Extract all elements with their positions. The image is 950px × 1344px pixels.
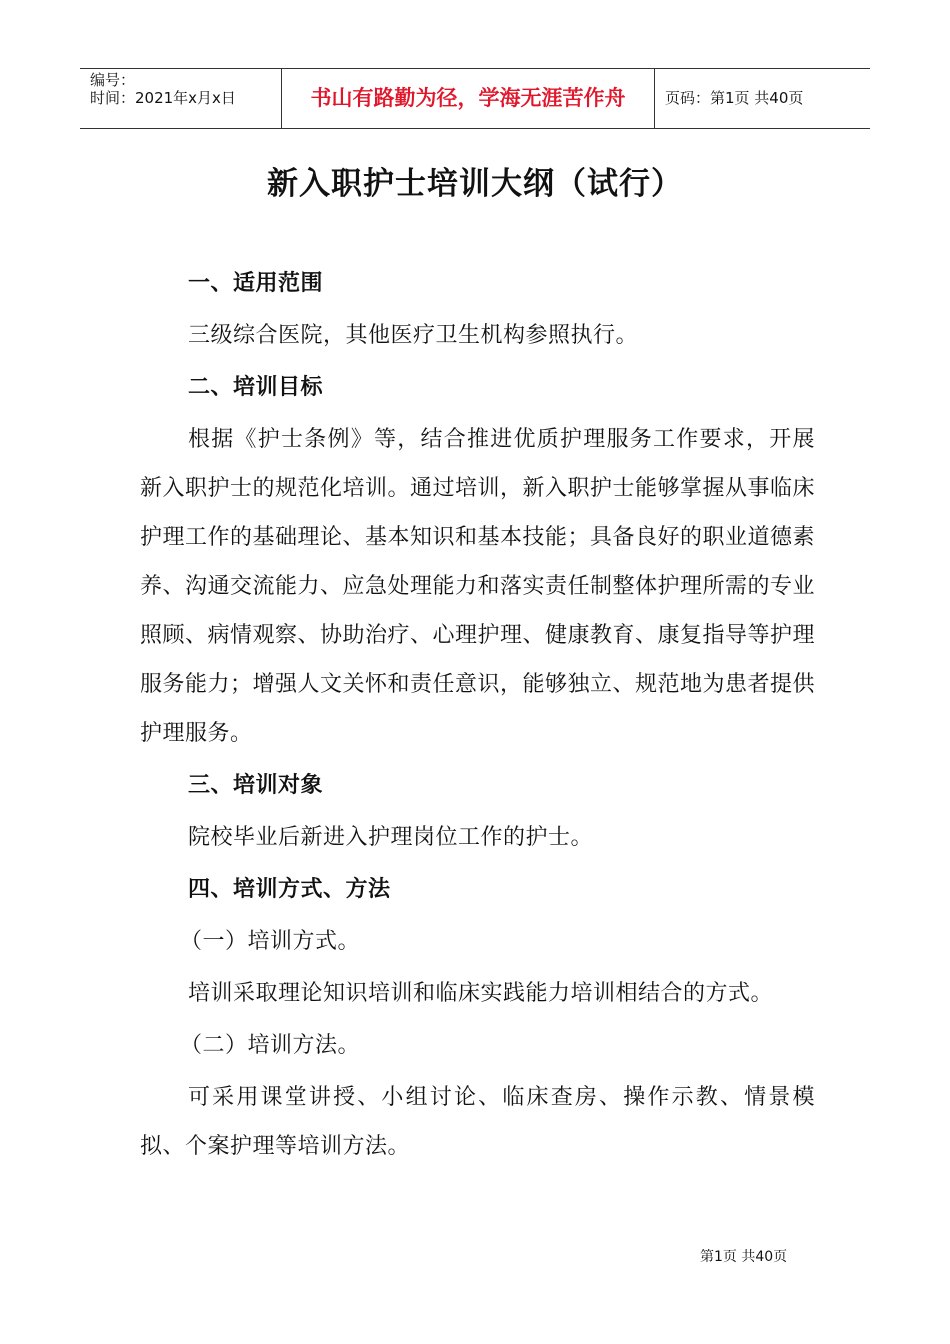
subsection-body-mode: 培训采取理论知识培训和临床实践能力培训相结合的方式。 (188, 981, 774, 1006)
document-time-label: 时间：2021年x月x日 (90, 89, 236, 107)
header-meta (80, 69, 282, 128)
page-footer: 第1页 共40页 (700, 1249, 788, 1265)
section-body-target: 院校毕业后新进入护理岗位工作的护士。 (188, 825, 594, 850)
section-heading-target: 三、培训对象 (188, 773, 324, 798)
subsection-heading-mode: （一）培训方式。 (180, 929, 361, 954)
section-body-scope: 三级综合医院，其他医疗卫生机构参照执行。 (188, 323, 639, 348)
section-heading-goals: 二、培训目标 (188, 375, 324, 400)
header-page-number: 页码：第1页 共40页 (665, 89, 804, 107)
document-number-label: 编号： (90, 71, 136, 89)
section-body-goals: 根据《护士条例》等，结合推进优质护理服务工作要求，开展新入职护士的规范化培训。通过培训，新入职护士能够掌握从事临床护理工作的基础理论、基本知识和基本技能；具备良好的职业道德素养、沟通交流能力、应急处理能力和落实责任制整体护理所需的专业照顾、病情观察、协助治疗、心理护理、健康教育、康复指导等护理服务能力；增强人文关怀和责任意识，能够独立、规范地为患者提供护理服务。 (140, 427, 816, 746)
header-motto: 书山有路勤为径，学海无涯苦作舟 (282, 69, 655, 128)
document-body (140, 256, 815, 1171)
document-title: 新入职护士培训大纲（试行） (267, 166, 683, 202)
subsection-heading-method: （二）培训方法。 (180, 1033, 361, 1058)
subsection-body-method: 可采用课堂讲授、小组讨论、临床查房、操作示教、情景模拟、个案护理等培训方法。 (140, 1085, 815, 1159)
section-heading-scope: 一、适用范围 (188, 271, 324, 296)
section-heading-methods: 四、培训方式、方法 (188, 877, 391, 902)
document-header (80, 68, 870, 129)
